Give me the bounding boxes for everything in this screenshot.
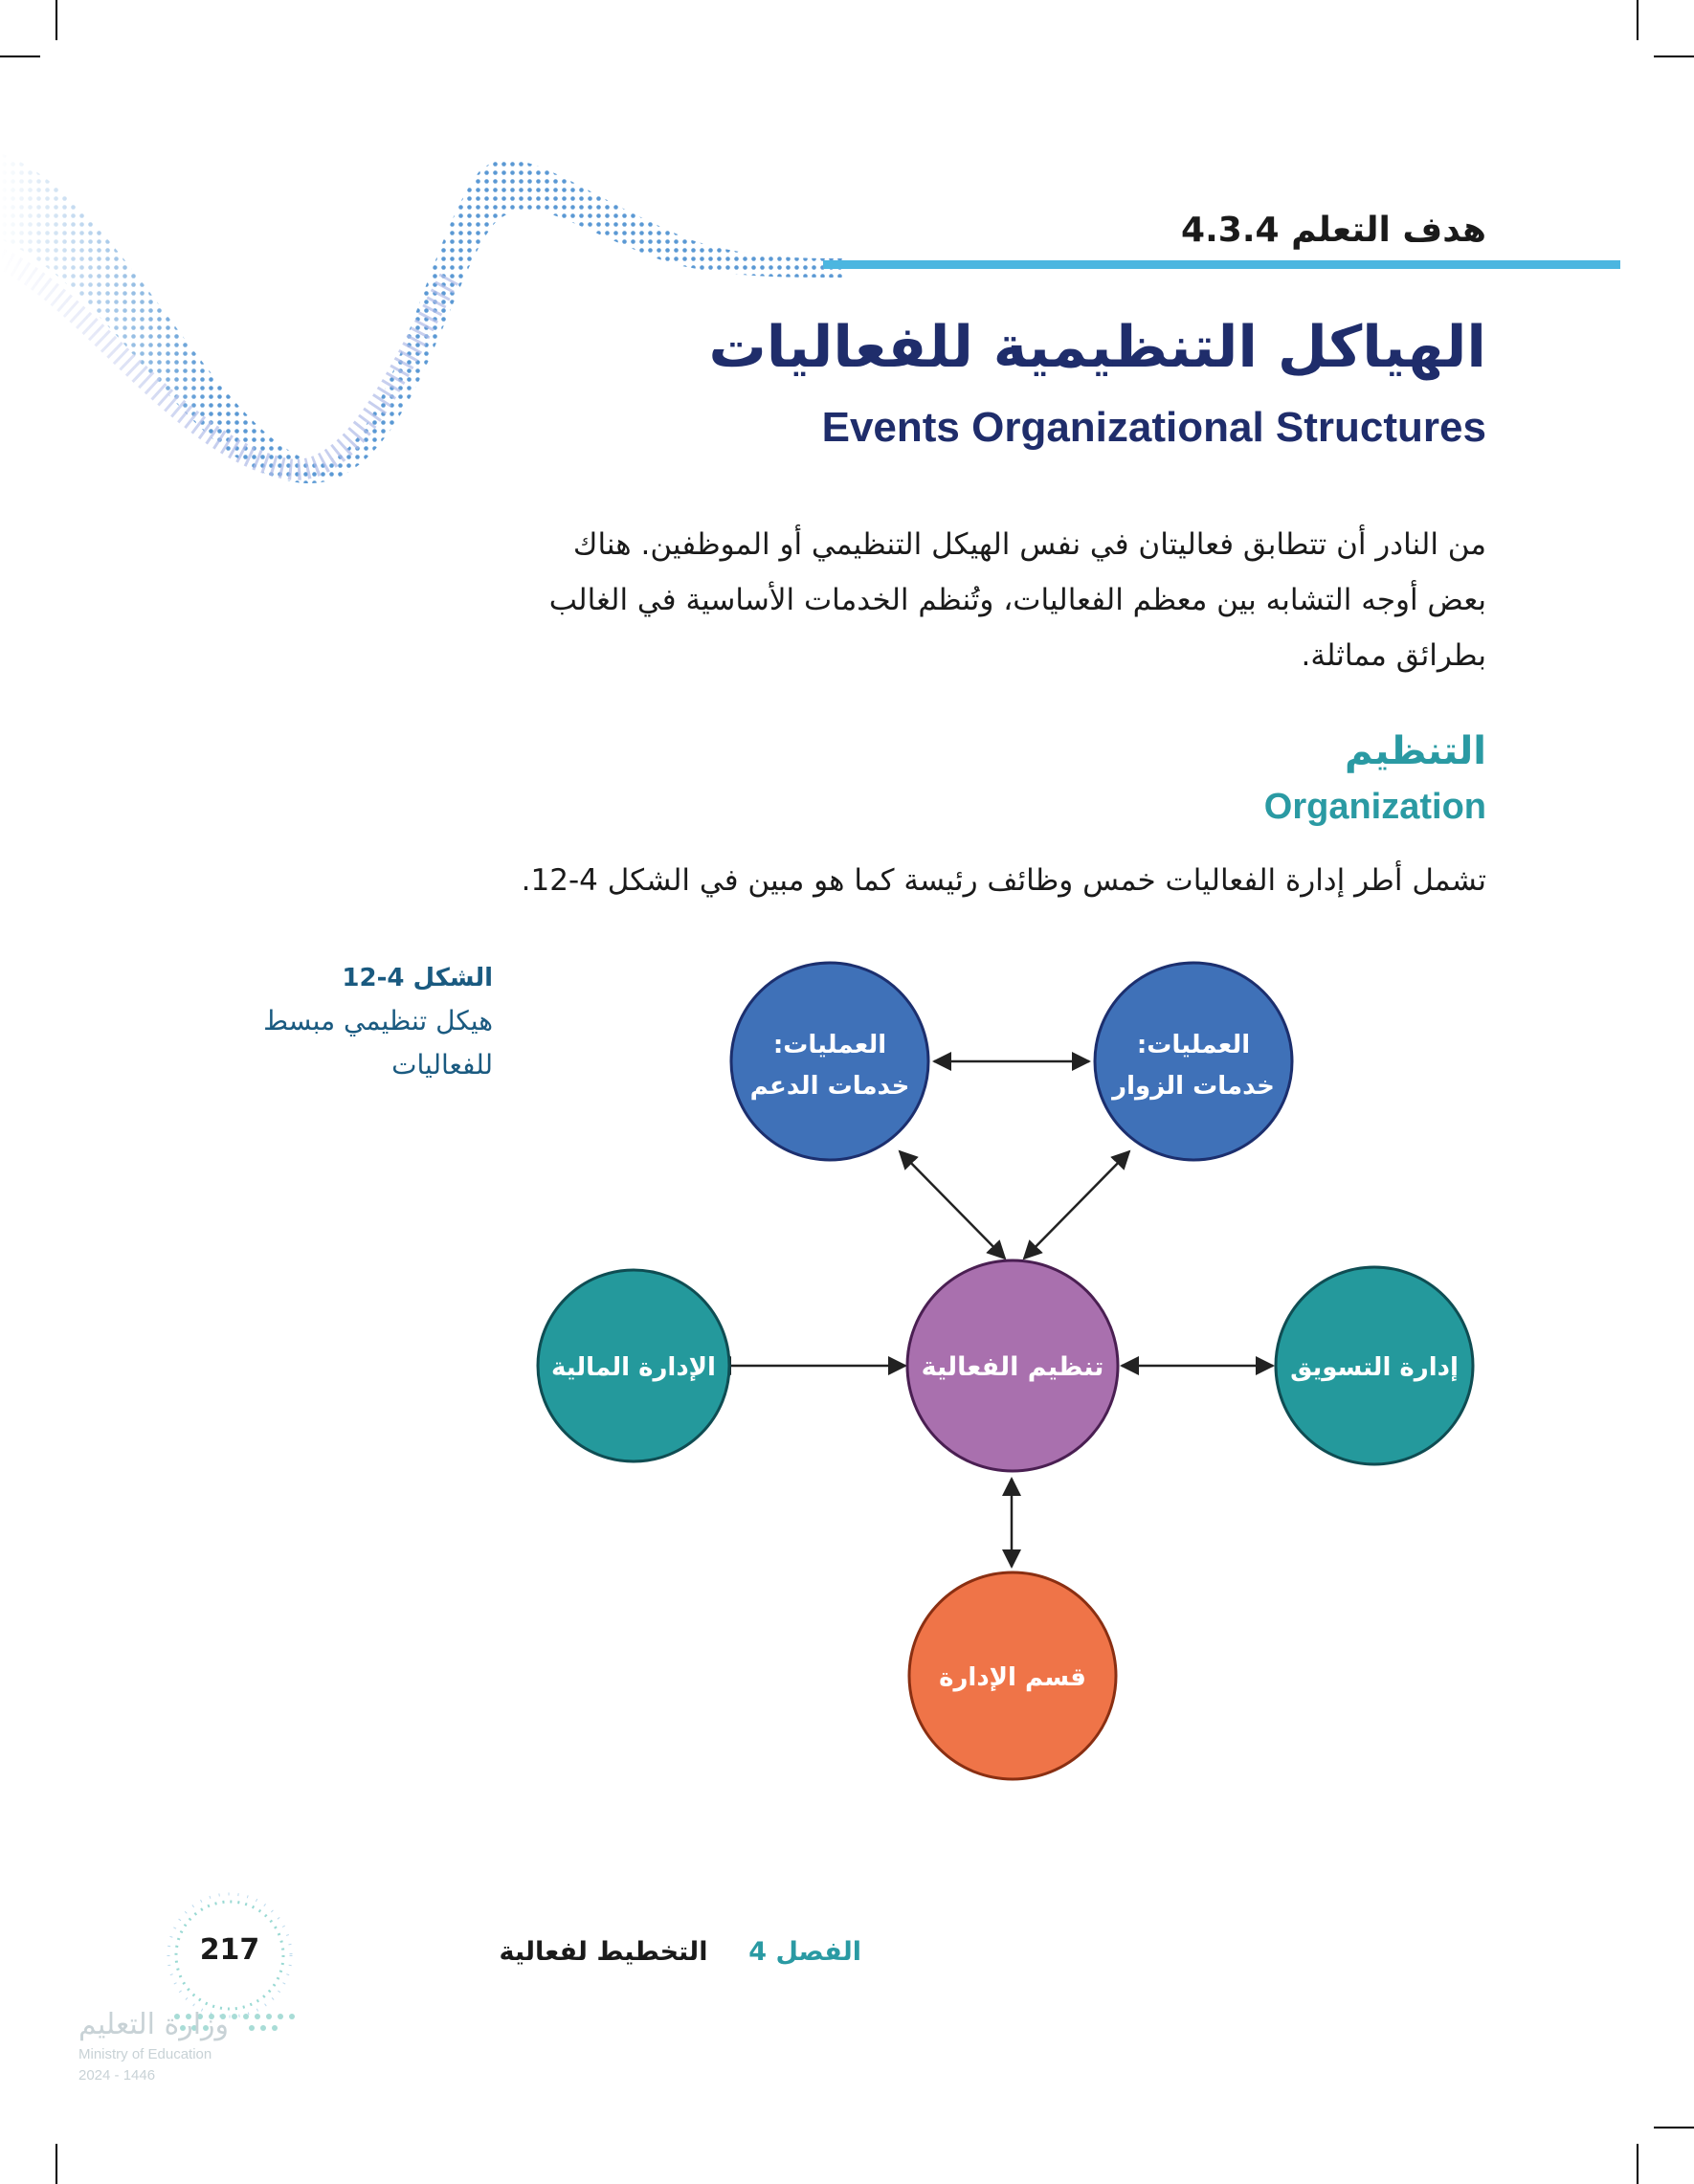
crop-mark (56, 2144, 57, 2184)
footer-chapter-label: الفصل 4 (748, 1937, 861, 1967)
ministry-year: 2024 - 1446 (78, 2067, 156, 2084)
node-marketing (1276, 1267, 1473, 1464)
crop-mark (0, 56, 40, 57)
node-visitor-line2: خدمات الزوار (1112, 1072, 1275, 1101)
crop-mark (1654, 56, 1694, 57)
crop-mark (1637, 2144, 1638, 2184)
header-rule (823, 260, 1620, 269)
crop-mark (56, 0, 57, 40)
node-event-organization (907, 1260, 1118, 1471)
connector-support-central (900, 1151, 1005, 1259)
connector-visitor-central (1024, 1151, 1129, 1259)
node-finance (538, 1270, 729, 1461)
page-title-arabic: الهياكل التنظيمية للفعاليات (708, 314, 1486, 381)
node-support-line2: خدمات الدعم (749, 1072, 910, 1101)
figure-label: الشكل 4-12 (342, 964, 493, 992)
section-paragraph: تشمل أطر إدارة الفعاليات خمس وظائف رئيسة كما هو مبين في الشكل 4-12. (521, 863, 1486, 898)
node-central-label: تنظيم الفعالية (921, 1352, 1104, 1382)
ministry-name-english: Ministry of Education (78, 2046, 212, 2062)
page-number: 217 (199, 1933, 260, 1967)
page-title-english: Events Organizational Structures (821, 404, 1486, 451)
learning-goal-label: هدف التعلم 4.3.4 (1181, 211, 1486, 250)
footer-chapter-title: التخطيط لفعالية (499, 1937, 708, 1967)
intro-paragraph: من النادر أن تتطابق فعاليتان في نفس الهيكل التنظيمي أو الموظفين. هناك بعض أوجه التشابه بين معظم الفعاليات، وتُنظم الخدمات الأساسية في الغالب بطرائق مماثلة. (548, 527, 1486, 673)
crop-mark (1637, 0, 1638, 40)
node-visitor-line1: العمليات: (1136, 1031, 1251, 1059)
node-marketing-label: إدارة التسويق (1290, 1353, 1459, 1382)
node-support-services (731, 963, 928, 1160)
footer-chapter (499, 1937, 861, 1967)
ministry-name-arabic: وزارة التعليم (78, 2008, 230, 2041)
node-visitor-services (1095, 963, 1292, 1160)
section-title-arabic: التنظيم (1344, 729, 1486, 773)
decorative-wave (0, 134, 842, 488)
node-administration (909, 1572, 1116, 1779)
figure-title-line2: للفعاليات (391, 1049, 493, 1081)
node-admin-label: قسم الإدارة (939, 1663, 1086, 1692)
figure-caption (187, 957, 493, 1087)
figure-title-line1: هيكل تنظيمي مبسط (263, 1005, 493, 1036)
section-title-english: Organization (1263, 787, 1486, 827)
node-support-line1: العمليات: (772, 1031, 887, 1059)
crop-mark (1654, 2127, 1694, 2128)
org-diagram (526, 943, 1483, 1785)
node-finance-label: الإدارة المالية (551, 1353, 716, 1382)
